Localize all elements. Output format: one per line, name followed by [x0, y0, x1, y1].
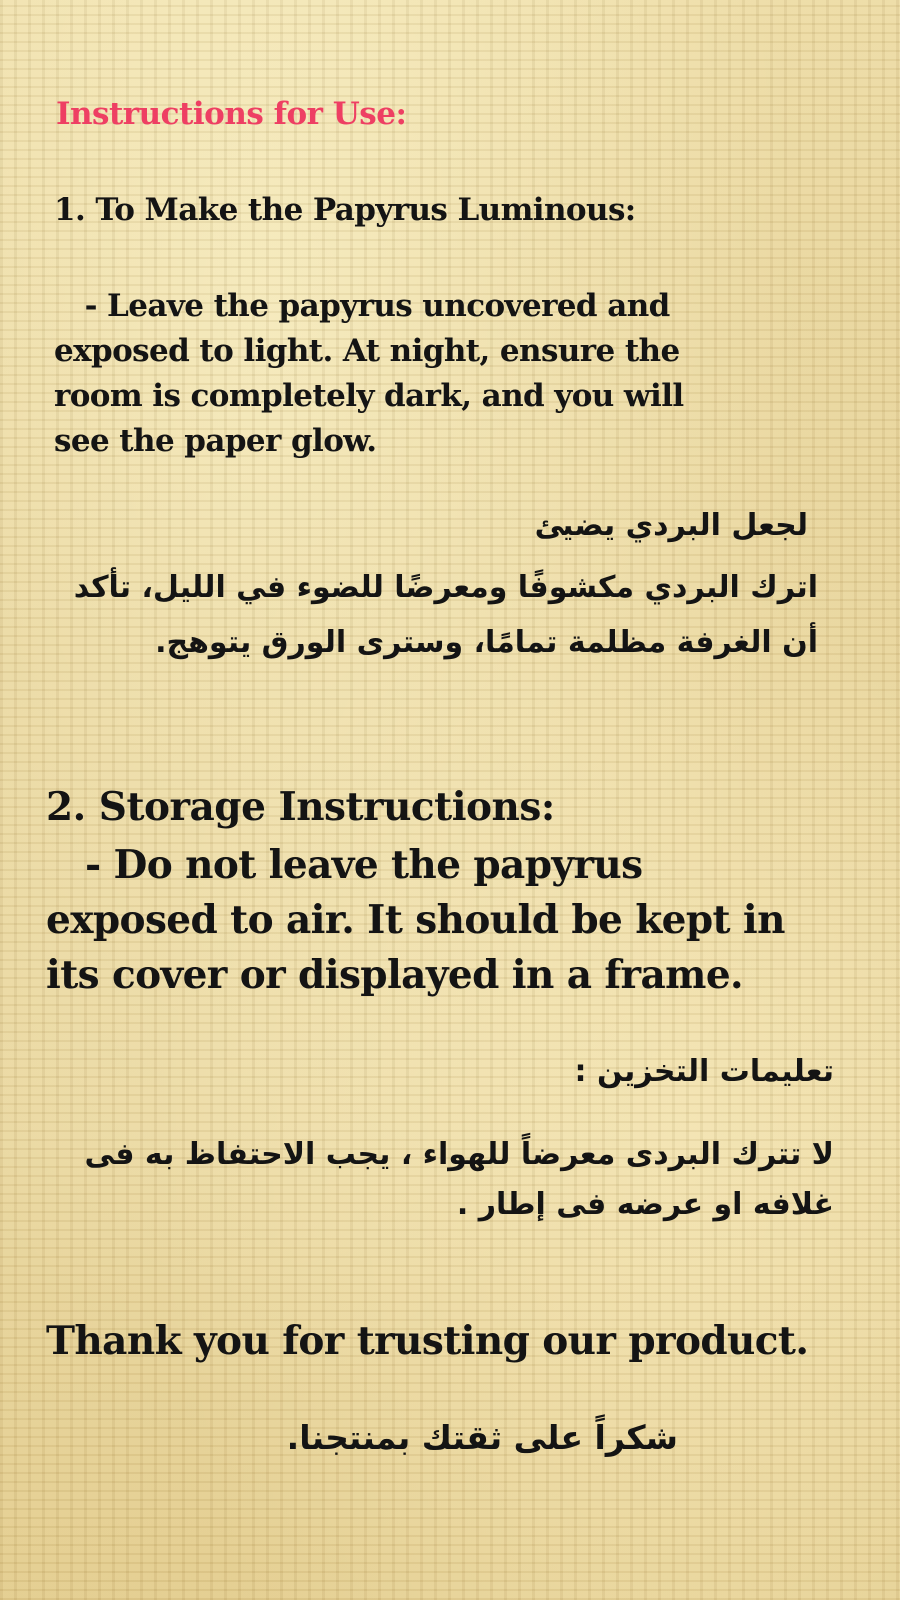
- section-luminous-heading: 1. To Make the Papyrus Luminous:: [54, 192, 636, 228]
- section-storage-arabic-body: لا تترك البردى معرضاً للهواء ، يجب الاحتفاظ به فى غلافه او عرضه فى إطار .: [84, 1137, 834, 1222]
- instructions-title: Instructions for Use:: [56, 96, 407, 132]
- section-luminous-arabic-body: اترك البردي مكشوفًا ومعرضًا للضوء في الليل، تأكد أن الغرفة مظلمة تمامًا، وسترى الورق يتوهج.: [73, 570, 818, 660]
- section-storage-body: - Do not leave the papyrus exposed to air. It should be kept in its cover or displayed in a frame.: [46, 842, 798, 998]
- section-luminous-arabic-heading: لجعل البردي يضيئ: [534, 508, 808, 543]
- section-storage-arabic-heading: تعليمات التخزين :: [574, 1054, 834, 1089]
- section-storage-heading: 2. Storage Instructions:: [46, 784, 555, 830]
- section-luminous-body: - Leave the papyrus uncovered and exposed to light. At night, ensure the room is completely dark, and you will see the paper glow.: [54, 288, 694, 459]
- thank-you-english: Thank you for trusting our product.: [46, 1318, 809, 1364]
- thank-you-arabic: شكراً على ثقتك بمنتجنا.: [286, 1418, 678, 1457]
